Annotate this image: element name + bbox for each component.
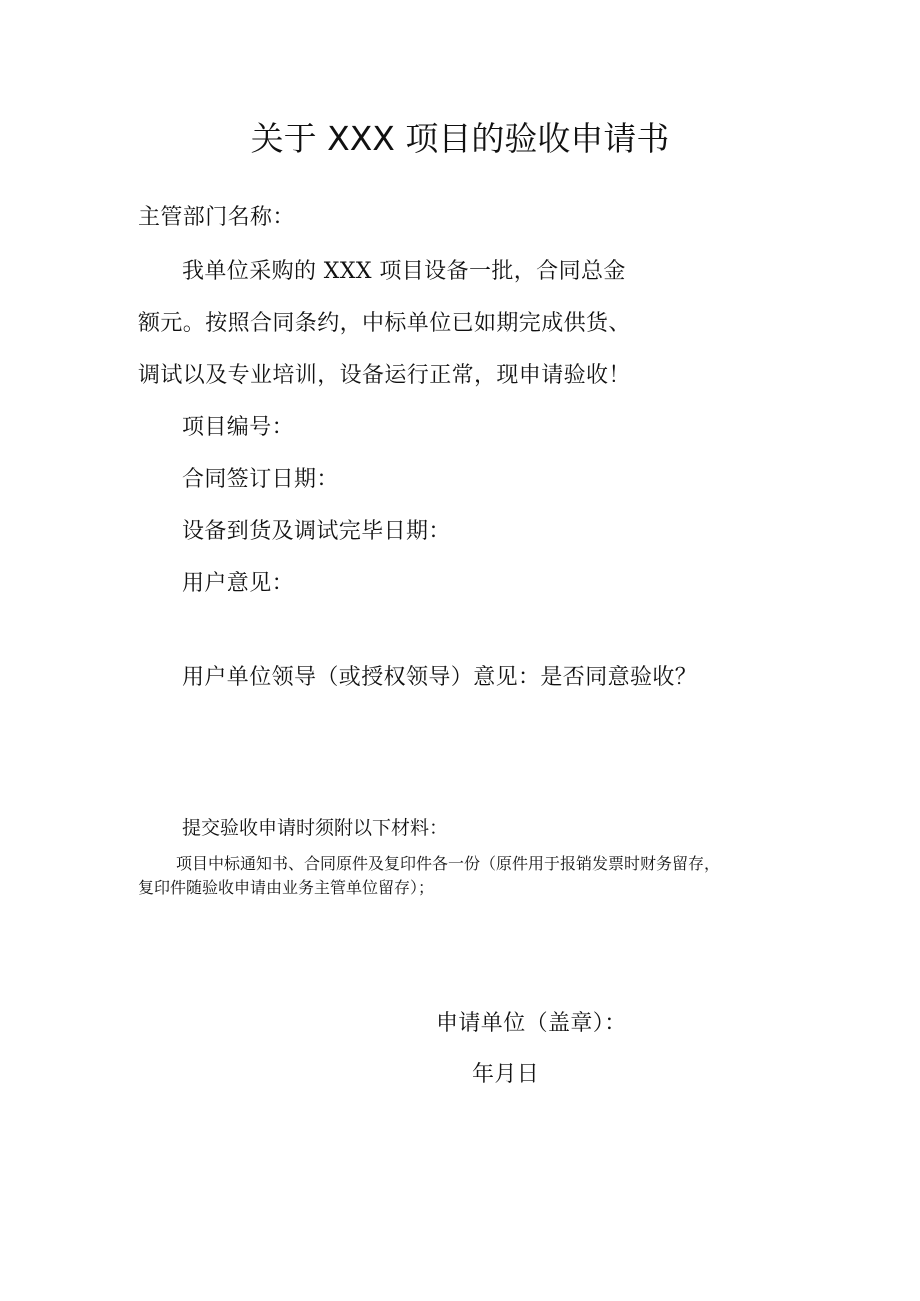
- contract-date-field: 合同签订日期：: [182, 467, 339, 492]
- paragraph-line-3: 调试以及专业培训，设备运行正常，现申请验收！: [138, 363, 631, 388]
- signature-date-line: 年月日: [472, 1062, 540, 1087]
- attachments-heading: 提交验收申请时须附以下材料：: [182, 817, 449, 839]
- addressee-line: 主管部门名称：: [138, 205, 295, 230]
- user-opinion-field: 用户意见：: [182, 571, 295, 596]
- attachments-item-line-2: 复印件随验收申请由业务主管单位留存）；: [138, 878, 435, 897]
- attachments-item-line-1: 项目中标通知书、合同原件及复印件各一份（原件用于报销发票时财务留存，: [176, 854, 721, 873]
- leader-opinion-field: 用户单位领导（或授权领导）意见：是否同意验收？: [182, 665, 698, 690]
- document-title: 关于 XXX 项目的验收申请书: [250, 119, 670, 158]
- project-number-field: 项目编号：: [182, 415, 295, 440]
- paragraph-line-2: 额元。按照合同条约，中标单位已如期完成供货、: [138, 311, 631, 336]
- paragraph-line-1: 我单位采购的 XXX 项目设备一批，合同总金: [182, 259, 626, 284]
- applicant-seal-line: 申请单位（盖章）：: [436, 1011, 627, 1036]
- delivery-date-field: 设备到货及调试完毕日期：: [182, 519, 451, 544]
